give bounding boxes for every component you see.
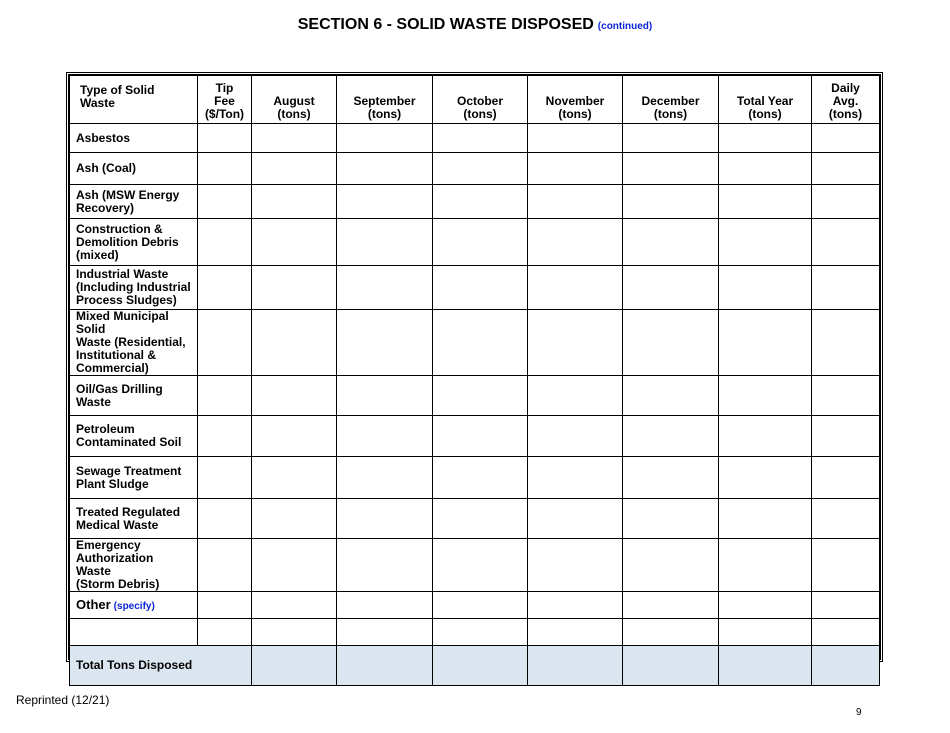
entry-cell[interactable] — [528, 376, 623, 416]
entry-cell[interactable] — [812, 376, 880, 416]
solid-waste-table — [69, 75, 880, 686]
table-row-total — [70, 646, 880, 686]
table-row — [70, 185, 880, 219]
waste-type-label: Ash (MSW Energy Recovery) — [70, 185, 198, 219]
entry-cell[interactable] — [812, 266, 880, 310]
entry-cell[interactable] — [719, 416, 812, 457]
entry-cell[interactable] — [719, 619, 812, 646]
entry-cell[interactable] — [719, 592, 812, 619]
solid-waste-table-frame — [66, 72, 883, 672]
entry-cell[interactable] — [812, 219, 880, 266]
entry-cell[interactable] — [433, 499, 528, 539]
entry-cell[interactable] — [719, 266, 812, 310]
entry-cell[interactable] — [198, 499, 252, 539]
entry-cell[interactable] — [528, 416, 623, 457]
table-row-blank — [70, 619, 880, 646]
entry-cell[interactable] — [252, 457, 337, 499]
entry-cell[interactable] — [337, 592, 433, 619]
reprinted-note: Reprinted (12/21) — [16, 693, 110, 707]
entry-cell[interactable] — [252, 376, 337, 416]
header-type-of-solid-waste: Type of Solid Waste — [70, 76, 198, 124]
entry-cell[interactable] — [623, 124, 719, 153]
table-row — [70, 539, 880, 592]
section-title-main: SECTION 6 - SOLID WASTE DISPOSED — [297, 16, 594, 33]
table-row — [70, 457, 880, 499]
total-cell[interactable] — [812, 646, 880, 686]
table-row — [70, 499, 880, 539]
entry-cell[interactable] — [337, 539, 433, 592]
other-label: Other — [76, 596, 111, 612]
table-body — [70, 124, 880, 686]
total-tons-disposed-label: Total Tons Disposed — [70, 646, 252, 686]
header-august: August (tons) — [252, 76, 337, 124]
entry-cell[interactable] — [812, 124, 880, 153]
total-cell[interactable] — [337, 646, 433, 686]
other-specify-input-cell[interactable] — [70, 619, 198, 646]
table-row — [70, 376, 880, 416]
table-row — [70, 219, 880, 266]
waste-type-label: Oil/Gas Drilling Waste — [70, 376, 198, 416]
header-september: September (tons) — [337, 76, 433, 124]
header-total-year: Total Year (tons) — [719, 76, 812, 124]
entry-cell[interactable] — [198, 153, 252, 185]
entry-cell[interactable] — [198, 619, 252, 646]
entry-cell[interactable] — [812, 457, 880, 499]
entry-cell[interactable] — [623, 219, 719, 266]
entry-cell[interactable] — [719, 124, 812, 153]
table-row — [70, 153, 880, 185]
entry-cell[interactable] — [433, 376, 528, 416]
entry-cell[interactable] — [433, 457, 528, 499]
entry-cell[interactable] — [198, 266, 252, 310]
entry-cell[interactable] — [198, 416, 252, 457]
entry-cell[interactable] — [528, 499, 623, 539]
header-november: November (tons) — [528, 76, 623, 124]
entry-cell[interactable] — [252, 310, 337, 376]
entry-cell[interactable] — [528, 310, 623, 376]
entry-cell[interactable] — [433, 310, 528, 376]
total-cell[interactable] — [252, 646, 337, 686]
entry-cell[interactable] — [812, 416, 880, 457]
entry-cell[interactable] — [252, 124, 337, 153]
waste-type-label: Emergency Authorization Waste (Storm Debris) — [70, 539, 198, 592]
entry-cell[interactable] — [337, 416, 433, 457]
entry-cell[interactable] — [252, 499, 337, 539]
entry-cell[interactable] — [623, 539, 719, 592]
entry-cell[interactable] — [623, 499, 719, 539]
entry-cell[interactable] — [719, 310, 812, 376]
entry-cell[interactable] — [812, 153, 880, 185]
entry-cell[interactable] — [337, 457, 433, 499]
table-row-other — [70, 592, 880, 619]
header-row — [70, 76, 880, 124]
entry-cell[interactable] — [719, 539, 812, 592]
entry-cell[interactable] — [528, 592, 623, 619]
entry-cell[interactable] — [252, 153, 337, 185]
entry-cell[interactable] — [433, 219, 528, 266]
entry-cell[interactable] — [433, 539, 528, 592]
waste-type-label: Treated Regulated Medical Waste — [70, 499, 198, 539]
entry-cell[interactable] — [623, 457, 719, 499]
entry-cell[interactable] — [252, 416, 337, 457]
entry-cell[interactable] — [719, 219, 812, 266]
entry-cell[interactable] — [812, 499, 880, 539]
entry-cell[interactable] — [198, 376, 252, 416]
entry-cell[interactable] — [433, 124, 528, 153]
entry-cell[interactable] — [623, 592, 719, 619]
entry-cell[interactable] — [252, 592, 337, 619]
table-row — [70, 266, 880, 310]
entry-cell[interactable] — [433, 619, 528, 646]
entry-cell[interactable] — [528, 185, 623, 219]
entry-cell[interactable] — [433, 266, 528, 310]
entry-cell[interactable] — [528, 539, 623, 592]
total-cell[interactable] — [623, 646, 719, 686]
specify-note: (specify) — [113, 600, 155, 612]
page-number: 9 — [856, 707, 862, 718]
entry-cell[interactable] — [198, 124, 252, 153]
entry-cell[interactable] — [623, 376, 719, 416]
waste-type-label: Construction & Demolition Debris (mixed) — [70, 219, 198, 266]
header-december: December (tons) — [623, 76, 719, 124]
header-tip-fee: Tip Fee ($/Ton) — [198, 76, 252, 124]
entry-cell[interactable] — [252, 266, 337, 310]
section-title — [0, 16, 950, 34]
entry-cell[interactable] — [337, 376, 433, 416]
entry-cell[interactable] — [337, 153, 433, 185]
entry-cell[interactable] — [812, 310, 880, 376]
entry-cell[interactable] — [198, 539, 252, 592]
entry-cell[interactable] — [623, 619, 719, 646]
entry-cell[interactable] — [528, 219, 623, 266]
continued-note: (continued) — [597, 21, 653, 32]
entry-cell[interactable] — [433, 416, 528, 457]
entry-cell[interactable] — [719, 457, 812, 499]
entry-cell[interactable] — [198, 185, 252, 219]
entry-cell[interactable] — [198, 457, 252, 499]
entry-cell[interactable] — [812, 185, 880, 219]
entry-cell[interactable] — [337, 499, 433, 539]
waste-type-label: Sewage Treatment Plant Sludge — [70, 457, 198, 499]
entry-cell[interactable] — [528, 266, 623, 310]
entry-cell[interactable] — [528, 124, 623, 153]
entry-cell[interactable] — [719, 153, 812, 185]
waste-type-label: Mixed Municipal Solid Waste (Residential, Institutional & Commercial) — [70, 310, 198, 376]
entry-cell[interactable] — [719, 499, 812, 539]
table-row — [70, 124, 880, 153]
entry-cell[interactable] — [198, 310, 252, 376]
entry-cell[interactable] — [812, 592, 880, 619]
entry-cell[interactable] — [198, 592, 252, 619]
entry-cell[interactable] — [719, 185, 812, 219]
entry-cell[interactable] — [252, 185, 337, 219]
entry-cell[interactable] — [252, 539, 337, 592]
entry-cell[interactable] — [623, 153, 719, 185]
total-cell[interactable] — [719, 646, 812, 686]
entry-cell[interactable] — [528, 153, 623, 185]
entry-cell[interactable] — [252, 619, 337, 646]
entry-cell[interactable] — [812, 619, 880, 646]
entry-cell[interactable] — [528, 457, 623, 499]
entry-cell[interactable] — [252, 219, 337, 266]
entry-cell[interactable] — [433, 185, 528, 219]
entry-cell[interactable] — [623, 416, 719, 457]
table-row — [70, 310, 880, 376]
entry-cell[interactable] — [337, 185, 433, 219]
header-daily-avg: Daily Avg. (tons) — [812, 76, 880, 124]
entry-cell[interactable] — [812, 539, 880, 592]
waste-type-label: Petroleum Contaminated Soil — [70, 416, 198, 457]
entry-cell[interactable] — [433, 153, 528, 185]
entry-cell[interactable] — [623, 185, 719, 219]
entry-cell[interactable] — [623, 266, 719, 310]
entry-cell[interactable] — [719, 376, 812, 416]
total-cell[interactable] — [433, 646, 528, 686]
table-row — [70, 416, 880, 457]
other-label-cell — [70, 592, 198, 619]
waste-type-label: Industrial Waste (Including Industrial Process Sludges) — [70, 266, 198, 310]
entry-cell[interactable] — [623, 310, 719, 376]
header-october: October (tons) — [433, 76, 528, 124]
entry-cell[interactable] — [433, 592, 528, 619]
entry-cell[interactable] — [337, 310, 433, 376]
entry-cell[interactable] — [337, 619, 433, 646]
entry-cell[interactable] — [198, 219, 252, 266]
entry-cell[interactable] — [337, 266, 433, 310]
entry-cell[interactable] — [337, 124, 433, 153]
entry-cell[interactable] — [337, 219, 433, 266]
waste-type-label: Asbestos — [70, 124, 198, 153]
total-cell[interactable] — [528, 646, 623, 686]
waste-type-label: Ash (Coal) — [70, 153, 198, 185]
entry-cell[interactable] — [528, 619, 623, 646]
